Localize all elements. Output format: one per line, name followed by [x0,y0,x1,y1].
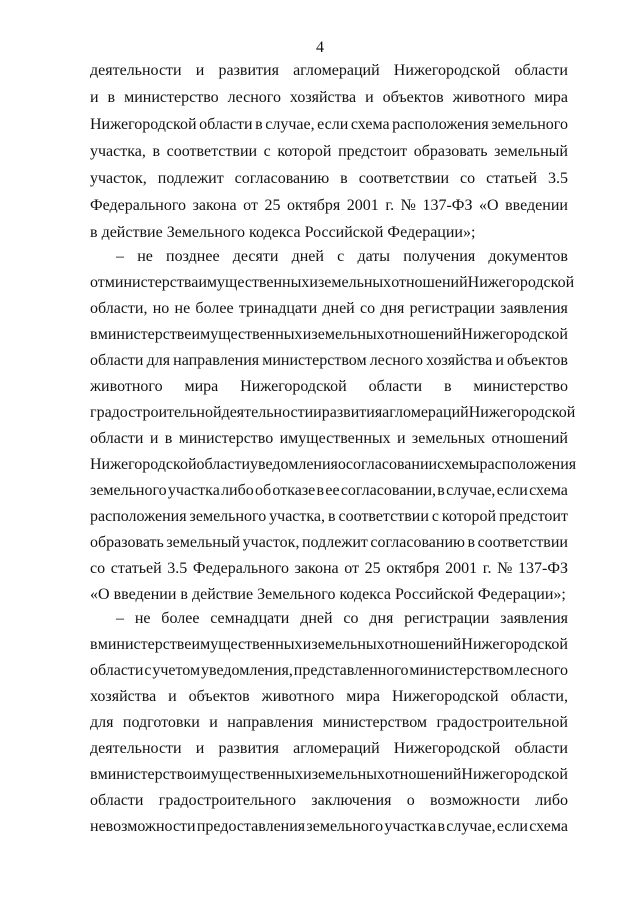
word: дней [322,300,355,317]
word: со [359,300,376,317]
word: со [460,170,476,187]
text-line [90,350,568,372]
word: в [90,636,98,653]
word: градостроительной [436,714,568,731]
word: уведомления, [201,662,293,679]
word: развития [218,62,279,79]
word: мира [346,688,380,705]
word: с [144,662,152,679]
word: «О [90,586,110,603]
word: в [255,116,263,133]
word: Нижегородской [461,326,568,343]
word: соответствии [477,534,568,551]
word: которой [441,508,496,525]
word: животного [261,688,335,705]
word: с [337,248,345,265]
word: развития [321,404,383,421]
word: от [344,560,360,577]
word: Земельного [166,224,246,241]
word: 3.5 [167,560,188,577]
word: предстоит [338,143,408,160]
word: кодекса [339,586,391,603]
word: земельных [311,636,385,653]
text-line [90,712,568,734]
word: октября [287,197,341,214]
word: регистрации [409,300,495,317]
word: заключения [311,792,392,809]
word: отношений [491,430,568,447]
word: мира [534,89,568,106]
word: области [90,792,144,809]
word: участка [167,482,220,499]
word: хозяйства [426,352,493,369]
word: схема [529,818,568,835]
word: Федерального [90,197,187,214]
word: министерство [178,430,274,447]
word: и [90,89,99,106]
text-line [90,141,568,163]
word: развития [218,740,279,757]
word: министерство [473,378,568,395]
word: об [255,482,272,499]
word: животного [90,378,163,395]
word: не [137,248,153,265]
word: агломераций [382,404,469,421]
word: с [263,143,271,160]
word: отношений [384,766,462,783]
text-line [90,686,568,708]
text-line [90,506,568,528]
word: кодекса [249,224,301,241]
word: и [195,62,205,79]
word: министерство [97,766,193,783]
word: семнадцати [210,610,290,627]
word: Нижегородской [391,688,499,705]
text-line [90,764,568,786]
word: области [90,430,144,447]
word: десяти [232,248,279,265]
word: Земельного [257,586,336,603]
word: деятельности [221,404,314,421]
word: министерстве [97,326,192,343]
word: имущественных [191,326,303,343]
word: возможности [430,792,520,809]
word: со [90,560,106,577]
text-line [90,168,568,190]
word: агломераций [293,62,380,79]
word: от [243,197,258,214]
word: подготовки [122,714,200,731]
word: Федерации»; [387,224,476,241]
text-line [90,660,568,682]
word: в [90,326,98,343]
word: заявления [500,300,568,317]
word: расположения [479,456,577,473]
word: для [90,714,114,731]
text-line [90,428,568,450]
text-line [90,790,568,812]
word: 25 [264,197,281,214]
word: учетом [152,662,201,679]
word: направления [227,714,314,731]
word: отказе [272,482,316,499]
text-line [90,324,568,346]
word: предоставления [196,818,306,835]
word: лесного [369,352,423,369]
word: объектов [382,89,444,106]
word: не [134,610,151,627]
word: министерством [262,352,367,369]
text-line [90,222,568,244]
word: 3.5 [548,170,568,187]
word: уведомления [250,456,338,473]
word: случае, [446,482,496,499]
word: мира [184,378,219,395]
word: соответствии [166,143,258,160]
word: и [302,636,312,653]
word: либо [221,482,254,499]
word: подлежит [301,534,368,551]
word: ее [325,482,340,499]
word: Федерального [192,560,289,577]
word: Нижегородской [468,404,576,421]
text-line [116,246,568,268]
word: в [443,378,452,395]
word: области [199,116,253,133]
word: согласованию [370,534,465,551]
word: и [168,688,177,705]
word: земельных [311,326,385,343]
text-line [90,634,568,656]
text-line [90,298,568,320]
word: соответствии [358,170,450,187]
word: министерство [124,89,219,106]
word: соответствии [338,508,429,525]
word: и [397,430,406,447]
word: если [496,482,528,499]
word: позднее [166,248,220,265]
word: дня [380,300,405,317]
word: согласованию [234,170,330,187]
text-line [90,60,568,82]
word: согласовании, [340,482,436,499]
word: хозяйства [289,89,357,106]
word: министерстве [97,636,192,653]
word: и [195,740,205,757]
word: участок, [242,534,300,551]
word: расположения [90,508,187,525]
word: невозможности [90,818,196,835]
word: объектов [188,688,250,705]
word: заявления [500,610,568,627]
word: октября [386,560,440,577]
word: с [431,508,439,525]
word: со [343,610,359,627]
word: регистрации [404,610,490,627]
text-line [90,376,568,398]
word: расположения [392,116,489,133]
word: Нижегородской [90,456,197,473]
word: участок, [90,170,147,187]
word: в [152,143,161,160]
word: области [196,456,251,473]
word: министерством [322,714,428,731]
text-line [90,816,568,838]
word: Нижегородской [461,636,568,653]
word: и [302,326,312,343]
word: и [495,352,504,369]
word: и [303,766,312,783]
word: агломераций [293,740,380,757]
word: о [406,792,415,809]
word: земельных [311,766,385,783]
word: № [400,197,416,214]
word: министерством [409,662,514,679]
word: имущественных [279,430,391,447]
word: действие [191,586,254,603]
word: в [437,482,445,499]
text-line [90,195,568,217]
word: 137-ФЗ [518,560,568,577]
text-line [90,480,568,502]
word: введении [113,586,177,603]
word: в [316,482,325,499]
word: направления [173,352,260,369]
word: области, [510,688,568,705]
word: имущественных [191,636,303,653]
word: либо [535,792,568,809]
word: случае, [265,116,315,133]
word: если [496,818,528,835]
word: и [149,430,159,447]
word: животного [452,89,526,106]
word: но [152,300,170,317]
word: и [313,404,322,421]
word: имущественных [198,274,310,291]
word: земельного [306,818,384,835]
word: и [365,89,374,106]
word: и [209,714,218,731]
word: в [467,534,476,551]
word: области, [90,300,148,317]
word: области [90,352,144,369]
word: Нижегородской [461,766,568,783]
text-line [90,402,576,424]
word: земельный [166,534,241,551]
word: хозяйства [90,688,157,705]
word: случае, [446,818,496,835]
word: представленного [293,662,409,679]
text-line [116,608,568,630]
word: участка, [269,508,326,525]
word: закона [294,560,339,577]
word: г. [385,197,395,214]
word: деятельности [90,62,182,79]
text-line [90,558,568,580]
word: дней [291,248,324,265]
word: образовать [413,143,488,160]
word: Федерации»; [477,586,566,603]
word: более [195,300,234,317]
text-line [90,87,568,109]
word: объектов [506,352,568,369]
word: лесного [227,89,281,106]
word: Российской [394,586,474,603]
word: в [107,89,116,106]
text-line [90,272,575,294]
word: в [164,430,173,447]
word: министерства [104,274,199,291]
word: – [116,248,124,265]
word: 25 [364,560,381,577]
word: земельный [494,143,568,160]
word: в [327,508,336,525]
word: получения [403,248,476,265]
word: в [340,170,348,187]
word: области [514,740,568,757]
word: для [146,352,171,369]
word: Нижегородской [240,378,347,395]
word: тринадцати [238,300,318,317]
word: г. [482,560,492,577]
word: «О [479,197,499,214]
word: о [337,456,346,473]
word: земельного [90,482,167,499]
word: подлежит [157,170,224,187]
word: в [90,766,98,783]
word: области [514,62,568,79]
word: закона [192,197,237,214]
text-line [90,454,577,476]
word: № [497,560,513,577]
word: земельного [491,116,568,133]
word: документов [488,248,568,265]
word: схемы [437,456,480,473]
page-number: 4 [316,39,324,56]
word: области [90,662,144,679]
word: даты [357,248,391,265]
word: введении [505,197,568,214]
word: не [174,300,191,317]
word: Нижегородской [90,116,197,133]
word: земельного [189,508,267,525]
word: действие [101,224,163,241]
word: образовать [90,534,164,551]
word: участка, [90,143,146,160]
word: области [368,378,423,395]
word: Российской [304,224,384,241]
word: лесного [514,662,568,679]
word: статьей [110,560,162,577]
word: – [116,610,124,627]
word: от [90,274,105,291]
word: дня [369,610,394,627]
word: и [309,274,318,291]
word: 2001 [346,197,379,214]
word: земельных [317,274,392,291]
text-line [90,738,568,760]
word: 137-ФЗ [422,197,473,214]
word: отношений [391,274,468,291]
text-line [90,584,568,606]
word: имущественных [192,766,304,783]
word: статьей [486,170,538,187]
word: деятельности [90,740,182,757]
word: если [317,116,349,133]
word: которой [277,143,332,160]
word: 2001 [445,560,478,577]
word: предстоит [498,508,568,525]
word: Нижегородской [393,62,501,79]
word: дней [300,610,333,627]
word: схема [529,482,568,499]
word: отношений [384,326,462,343]
text-line [90,114,568,136]
text-line [90,532,568,554]
word: земельных [411,430,486,447]
word: более [161,610,200,627]
word: Нижегородской [467,274,575,291]
word: участка [384,818,437,835]
word: согласовании [345,456,438,473]
word: градостроительного [158,792,296,809]
word: в [437,818,445,835]
word: отношений [384,636,462,653]
word: в [180,586,188,603]
word: градостроительной [90,404,222,421]
word: схема [350,116,390,133]
word: в [90,224,98,241]
word: Нижегородской [393,740,501,757]
